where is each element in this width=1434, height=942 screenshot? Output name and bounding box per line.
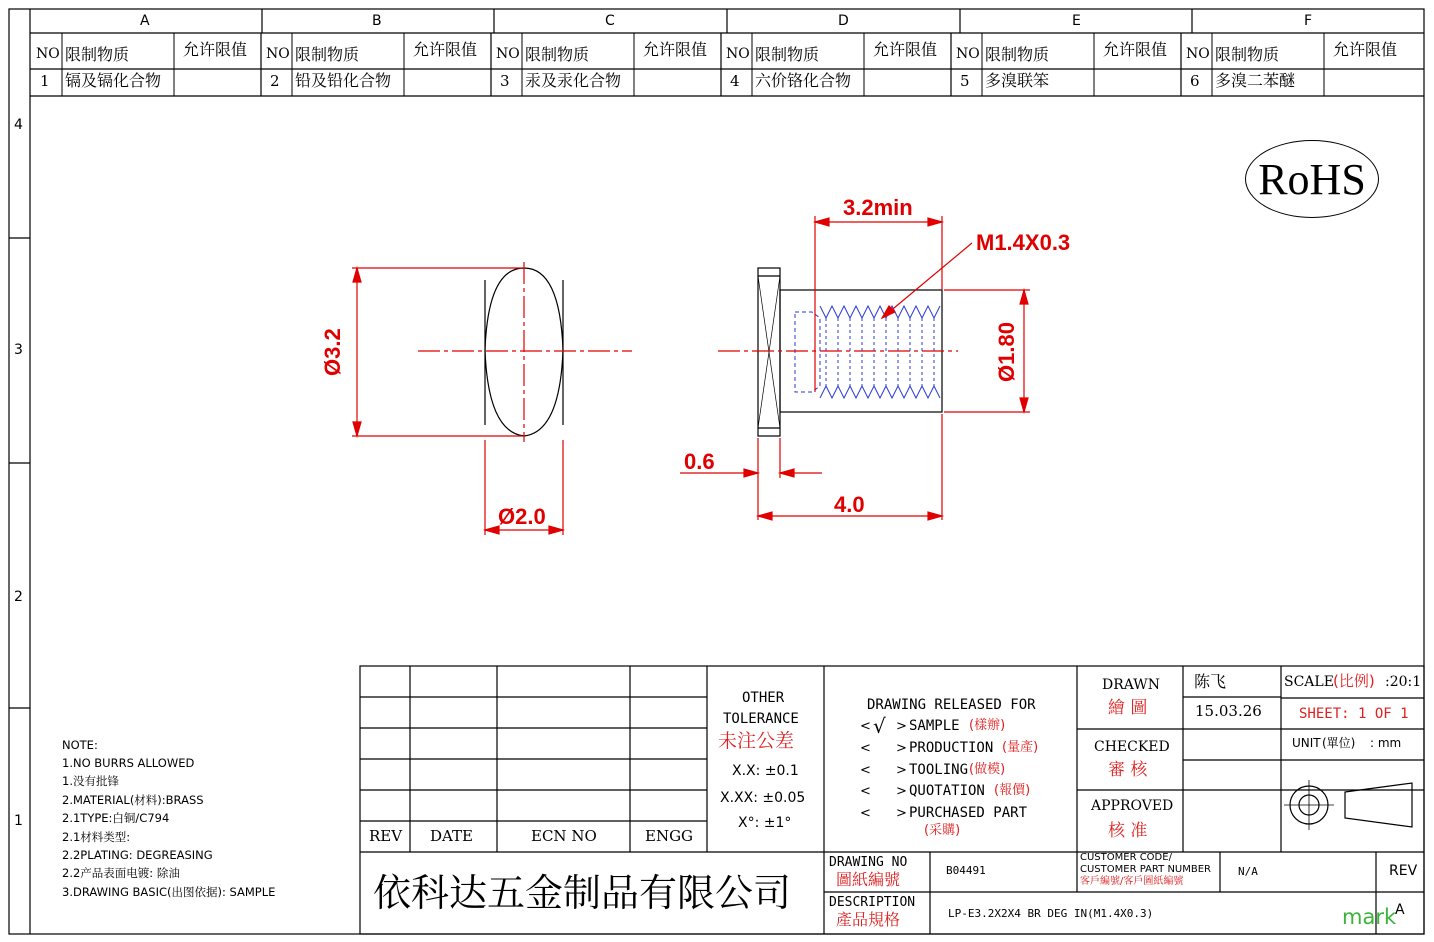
rev-header: REV bbox=[369, 827, 403, 845]
zone-col-c: C bbox=[605, 13, 615, 29]
dimension-thread: M1.4X0.3 bbox=[976, 230, 1071, 255]
tolerance-title-cn: 未注公差 bbox=[718, 730, 795, 752]
scale-label-cn: (比例) bbox=[1333, 672, 1375, 690]
header-substance: 限制物质 bbox=[1215, 45, 1280, 64]
substance-name: 多溴联笨 bbox=[985, 71, 1050, 90]
release-title: DRAWING RELEASED FOR bbox=[867, 697, 1036, 713]
description-label: DESCRIPTION bbox=[829, 895, 916, 910]
unit-label-cn: (單位) bbox=[1322, 736, 1356, 750]
dimension-diameter-2-0: Ø2.0 bbox=[498, 504, 546, 529]
zone-col-b: B bbox=[372, 13, 382, 29]
header-no: NO bbox=[496, 46, 520, 62]
substance-no: 2 bbox=[270, 72, 280, 90]
option-bracket-open-icon: < bbox=[860, 784, 871, 799]
unit-label: UNIT bbox=[1292, 736, 1321, 750]
drawing-no-label-cn: 圖紙編號 bbox=[836, 870, 901, 889]
header-limit: 允许限值 bbox=[413, 40, 478, 59]
option-bracket-close-icon: > bbox=[896, 719, 907, 734]
header-no: NO bbox=[726, 46, 750, 62]
substance-no: 4 bbox=[730, 72, 740, 90]
zone-col-f: F bbox=[1304, 13, 1313, 29]
substance-name: 六价铬化合物 bbox=[755, 71, 852, 90]
header-limit: 允许限值 bbox=[1103, 40, 1168, 59]
tolerance-one-decimal: X.X: ±0.1 bbox=[732, 763, 799, 779]
tolerance-two-decimal: X.XX: ±0.05 bbox=[720, 790, 806, 806]
scale-value: :20:1 bbox=[1385, 674, 1422, 690]
zone-row-3: 3 bbox=[14, 342, 23, 358]
option-label-cn: (量產) bbox=[1002, 740, 1039, 755]
customer-code-value: N/A bbox=[1238, 865, 1258, 878]
note-line: 1.NO BURRS ALLOWED bbox=[62, 756, 195, 770]
date-header: DATE bbox=[430, 827, 473, 845]
option-label-cn: (報價) bbox=[994, 783, 1031, 798]
note-line: 2.MATERIAL(材料):BRASS bbox=[62, 793, 204, 807]
unit-value: : mm bbox=[1370, 736, 1402, 750]
option-bracket-open-icon: < bbox=[860, 741, 871, 756]
rev-label: REV bbox=[1389, 863, 1418, 879]
header-limit: 允许限值 bbox=[183, 40, 248, 59]
header-limit: 允许限值 bbox=[873, 40, 938, 59]
header-no: NO bbox=[1186, 46, 1210, 62]
rev-value: A bbox=[1395, 902, 1405, 918]
option-label: PURCHASED PART bbox=[909, 805, 1028, 821]
dimension-head-thickness: 0.6 bbox=[684, 449, 715, 474]
substance-no: 1 bbox=[40, 72, 50, 90]
dimension-diameter-1-80: Ø1.80 bbox=[994, 322, 1019, 382]
header-no: NO bbox=[36, 46, 60, 62]
customer-code-label-cn: 客戶編號/客戶圖紙編號 bbox=[1080, 876, 1184, 887]
check-mark-icon: √ bbox=[873, 714, 886, 738]
header-substance: 限制物质 bbox=[65, 45, 130, 64]
rohs-mark: RoHS bbox=[1245, 140, 1379, 218]
header-limit: 允许限值 bbox=[1333, 40, 1398, 59]
substance-name: 镉及镉化合物 bbox=[65, 71, 162, 90]
drawn-name: 陈飞 bbox=[1194, 672, 1227, 691]
option-bracket-open-icon: < bbox=[860, 719, 871, 734]
company-name: 依科达五金制品有限公司 bbox=[373, 871, 792, 915]
dimension-min-length: 3.2min bbox=[843, 195, 913, 220]
tolerance-angle: X°: ±1° bbox=[738, 815, 792, 831]
zone-col-a: A bbox=[140, 13, 150, 29]
zone-row-1: 1 bbox=[14, 813, 23, 829]
customer-part-number-label: CUSTOMER PART NUMBER bbox=[1080, 864, 1211, 875]
zone-col-e: E bbox=[1072, 13, 1081, 29]
drawn-label-cn: 繪 圖 bbox=[1108, 698, 1148, 718]
option-label: SAMPLE bbox=[909, 718, 960, 734]
substance-no: 5 bbox=[960, 72, 970, 90]
outer-border bbox=[9, 9, 1424, 934]
dimension-diameter-3-2: Ø3.2 bbox=[320, 328, 345, 376]
description-value: LP-E3.2X2X4 BR DEG IN(M1.4X0.3) bbox=[948, 907, 1154, 920]
option-label-cn: (采購) bbox=[924, 823, 961, 838]
substance-name: 汞及汞化合物 bbox=[525, 71, 622, 90]
scale-label: SCALE bbox=[1284, 674, 1334, 690]
zone-row-2: 2 bbox=[14, 589, 23, 605]
drawn-date: 15.03.26 bbox=[1195, 702, 1262, 720]
checked-label-cn: 審 核 bbox=[1108, 760, 1148, 780]
header-substance: 限制物质 bbox=[985, 45, 1050, 64]
option-bracket-close-icon: > bbox=[896, 784, 907, 799]
option-bracket-open-icon: < bbox=[860, 806, 871, 821]
note-line: NOTE: bbox=[62, 738, 98, 752]
substance-name: 多溴二苯醚 bbox=[1215, 71, 1296, 90]
thread-lines bbox=[795, 306, 940, 398]
option-bracket-close-icon: > bbox=[896, 741, 907, 756]
dimension-total-length: 4.0 bbox=[834, 492, 865, 517]
substance-no: 3 bbox=[500, 72, 510, 90]
zone-row-4: 4 bbox=[14, 117, 23, 133]
note-line: 2.1TYPE:白铜/C794 bbox=[62, 811, 170, 825]
checked-label: CHECKED bbox=[1094, 739, 1170, 755]
watermark-logo: mark bbox=[1342, 905, 1397, 929]
header-no: NO bbox=[266, 46, 290, 62]
note-line: 2.2PLATING: DEGREASING bbox=[62, 848, 213, 862]
note-line: 2.2产品表面电镀: 除油 bbox=[62, 866, 180, 880]
description-label-cn: 產品規格 bbox=[836, 910, 901, 929]
note-line: 2.1材料类型: bbox=[62, 830, 131, 844]
front-view bbox=[758, 268, 942, 436]
substance-no: 6 bbox=[1190, 72, 1200, 90]
drawn-label: DRAWN bbox=[1102, 677, 1160, 693]
option-label: QUOTATION bbox=[909, 783, 985, 799]
header-substance: 限制物质 bbox=[755, 45, 820, 64]
header-substance: 限制物质 bbox=[525, 45, 590, 64]
option-label-cn: (做模) bbox=[969, 762, 1006, 777]
drawing-no-label: DRAWING NO bbox=[829, 855, 908, 870]
tolerance-title-line1: OTHER bbox=[742, 690, 785, 706]
option-label: PRODUCTION bbox=[909, 740, 994, 756]
option-bracket-close-icon: > bbox=[896, 763, 907, 778]
note-line: 3.DRAWING BASIC(出图依据): SAMPLE bbox=[62, 885, 276, 899]
zone-col-d: D bbox=[838, 13, 849, 29]
sheet-number: SHEET: 1 OF 1 bbox=[1299, 706, 1409, 722]
customer-code-label: CUSTOMER CODE/ bbox=[1080, 852, 1172, 863]
approved-label-cn: 核 准 bbox=[1108, 821, 1148, 841]
ecn-header: ECN NO bbox=[531, 827, 597, 845]
header-no: NO bbox=[956, 46, 980, 62]
header-limit: 允许限值 bbox=[643, 40, 708, 59]
engg-header: ENGG bbox=[645, 827, 694, 845]
drawing-number: B04491 bbox=[946, 864, 986, 877]
option-label-cn: (樣辦) bbox=[969, 718, 1006, 733]
approved-label: APPROVED bbox=[1091, 798, 1174, 814]
note-line: 1.没有批锋 bbox=[62, 774, 119, 788]
option-bracket-open-icon: < bbox=[860, 763, 871, 778]
substance-name: 铅及铅化合物 bbox=[295, 71, 392, 90]
tolerance-title-line2: TOLERANCE bbox=[723, 711, 799, 727]
option-bracket-close-icon: > bbox=[896, 806, 907, 821]
header-substance: 限制物质 bbox=[295, 45, 360, 64]
option-label: TOOLING bbox=[909, 762, 969, 778]
